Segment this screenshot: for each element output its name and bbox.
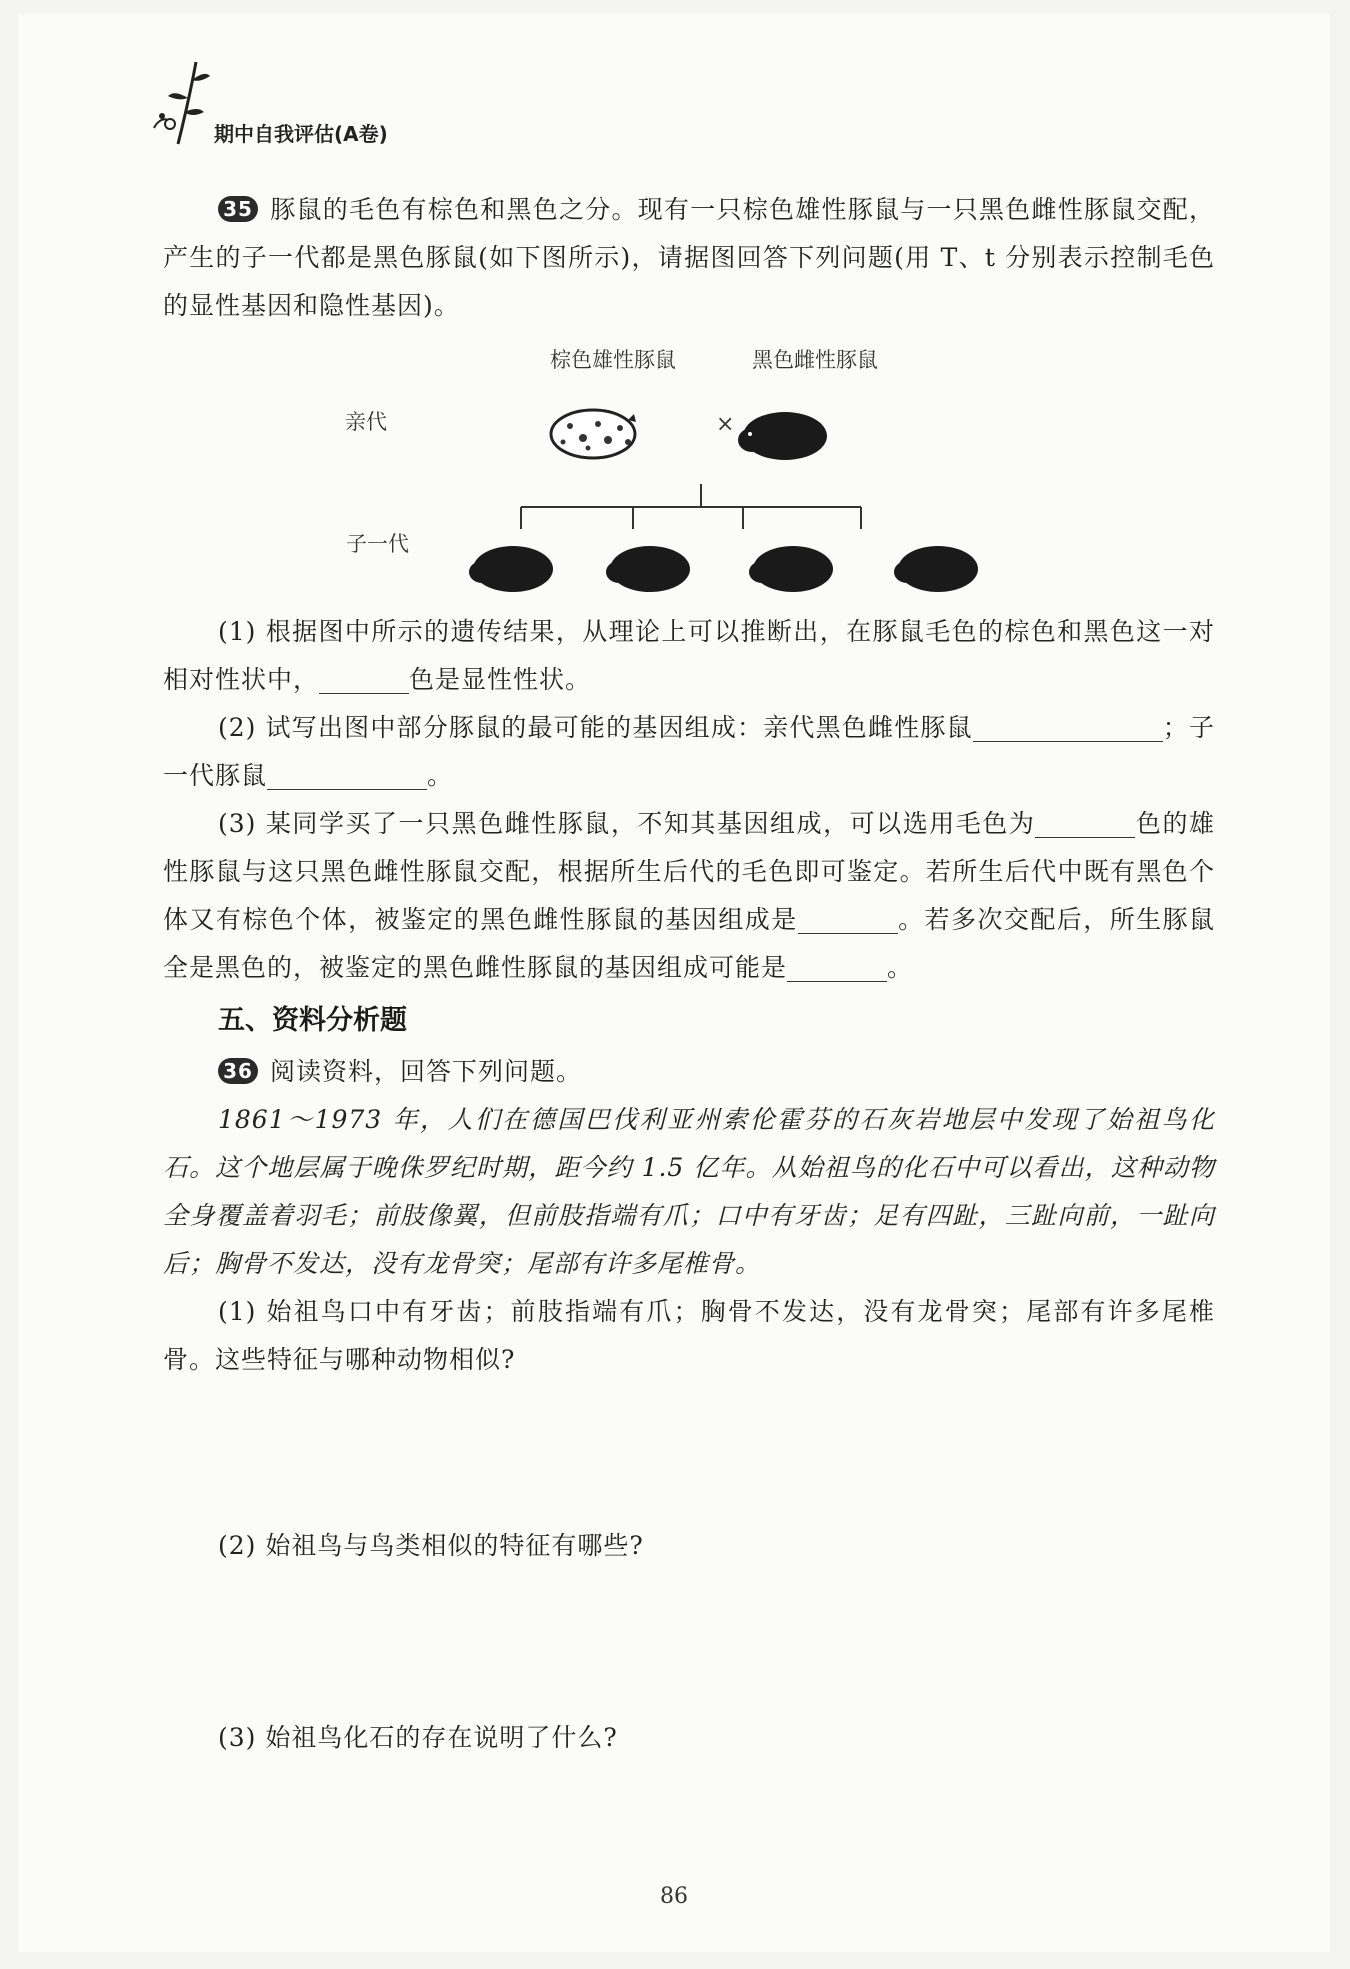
q35-sub2-text-b: ；子一代豚鼠 [163,713,1215,790]
q36-material: 1861～1973 年，人们在德国巴伐利亚州索伦霍芬的石灰岩地层中发现了始祖鸟化石。这个地层属于晚侏罗纪时期，距今约 1.5 亿年。从始祖鸟的化石中可以看出，这种动物全身覆盖着羽毛；前肢像翼，但前肢指端有爪；口中有牙齿；足有四趾，三趾向前，一趾向后；胸骨不发达，没有龙骨突；尾部有许多尾椎骨。 [163,1105,1215,1278]
header-title: 期中自我评估(A卷) [214,122,388,146]
offspring-guinea-pig-icon-2 [606,546,690,592]
q35-number-badge: 35 [218,196,258,222]
brown-male-guinea-pig-icon [551,410,636,458]
q35-sub1-answer-blank[interactable] [319,667,409,694]
q35-sub2-offspring-genotype-blank[interactable] [267,763,427,790]
q36-sub2: (2) 始祖鸟与鸟类相似的特征有哪些? [218,1531,644,1560]
black-female-guinea-pig-icon [738,412,827,460]
q35-sub1-text-b: 色是显性性状。 [409,665,592,694]
q35-sub3-genotype-blank-1[interactable] [798,907,898,934]
offspring-generation-label: 子一代 [346,532,409,556]
q36-sub3: (3) 始祖鸟化石的存在说明了什么? [218,1723,618,1752]
q36-number-badge: 36 [218,1058,258,1084]
female-parent-label: 黑色雌性豚鼠 [752,348,878,372]
q35-sub1 [163,608,1215,704]
q35-intro-text: 豚鼠的毛色有棕色和黑色之分。现有一只棕色雄性豚鼠与一只黑色雌性豚鼠交配，产生的子一代都是黑色豚鼠(如下图所示)，请据图回答下列问题(用 T、t 分别表示控制毛色的显性基因和隐性基因)。 [163,195,1215,320]
cross-symbol: × [716,412,735,437]
workbook-page [18,14,1330,1952]
q35-sub3-color-blank[interactable] [1035,811,1135,838]
offspring-guinea-pig-icon-4 [894,546,978,592]
q35-sub2-text-c: 。 [427,761,454,790]
page-number: 86 [660,1884,688,1909]
diagram-drawing [438,384,1038,604]
q35-sub3-text-d: 。 [887,953,914,982]
q36-sub2-answer-area[interactable] [163,1574,1215,1704]
q35-sub2 [163,704,1215,800]
q36-sub1-answer-area[interactable] [163,1386,1215,1516]
q35-sub2-text-a: (2) 试写出图中部分豚鼠的最可能的基因组成：亲代黑色雌性豚鼠 [218,713,973,742]
q36-sub1: (1) 始祖鸟口中有牙齿；前肢指端有爪；胸骨不发达，没有龙骨突；尾部有许多尾椎骨。这些特征与哪种动物相似? [163,1297,1215,1374]
section-five-title: 五、资料分析题 [218,1005,407,1036]
q35-sub3-text-c: 。若多次交配后，所生豚鼠全是黑色的，被鉴定的黑色雌性豚鼠的基因组成可能是 [163,905,1215,982]
q36-sub3-answer-area[interactable] [163,1766,1215,1866]
parent-generation-label: 亲代 [345,410,387,434]
q35-sub1-text-a: (1) 根据图中所示的遗传结果，从理论上可以推断出，在豚鼠毛色的棕色和黑色这一对相对性状中， [163,617,1215,694]
q35-intro [163,186,1215,330]
family-tree-lines [521,484,861,529]
q36-intro [163,1048,1215,1096]
q35-sub3-text-a: (3) 某同学买了一只黑色雌性豚鼠，不知其基因组成，可以选用毛色为 [218,809,1036,838]
q35-sub3-genotype-blank-2[interactable] [787,955,887,982]
offspring-guinea-pig-icon-3 [749,546,833,592]
q35-sub3 [163,800,1215,992]
q35-sub2-parent-genotype-blank[interactable] [973,715,1163,742]
offspring-guinea-pig-icon-1 [469,546,553,592]
q36-intro-text: 阅读资料，回答下列问题。 [270,1057,583,1086]
q35-sub3-text-b: 色的雄性豚鼠与这只黑色雌性豚鼠交配，根据所生后代的毛色即可鉴定。若所生后代中既有黑色个体又有棕色个体，被鉴定的黑色雌性豚鼠的基因组成是 [163,809,1215,934]
male-parent-label: 棕色雄性豚鼠 [550,348,676,372]
